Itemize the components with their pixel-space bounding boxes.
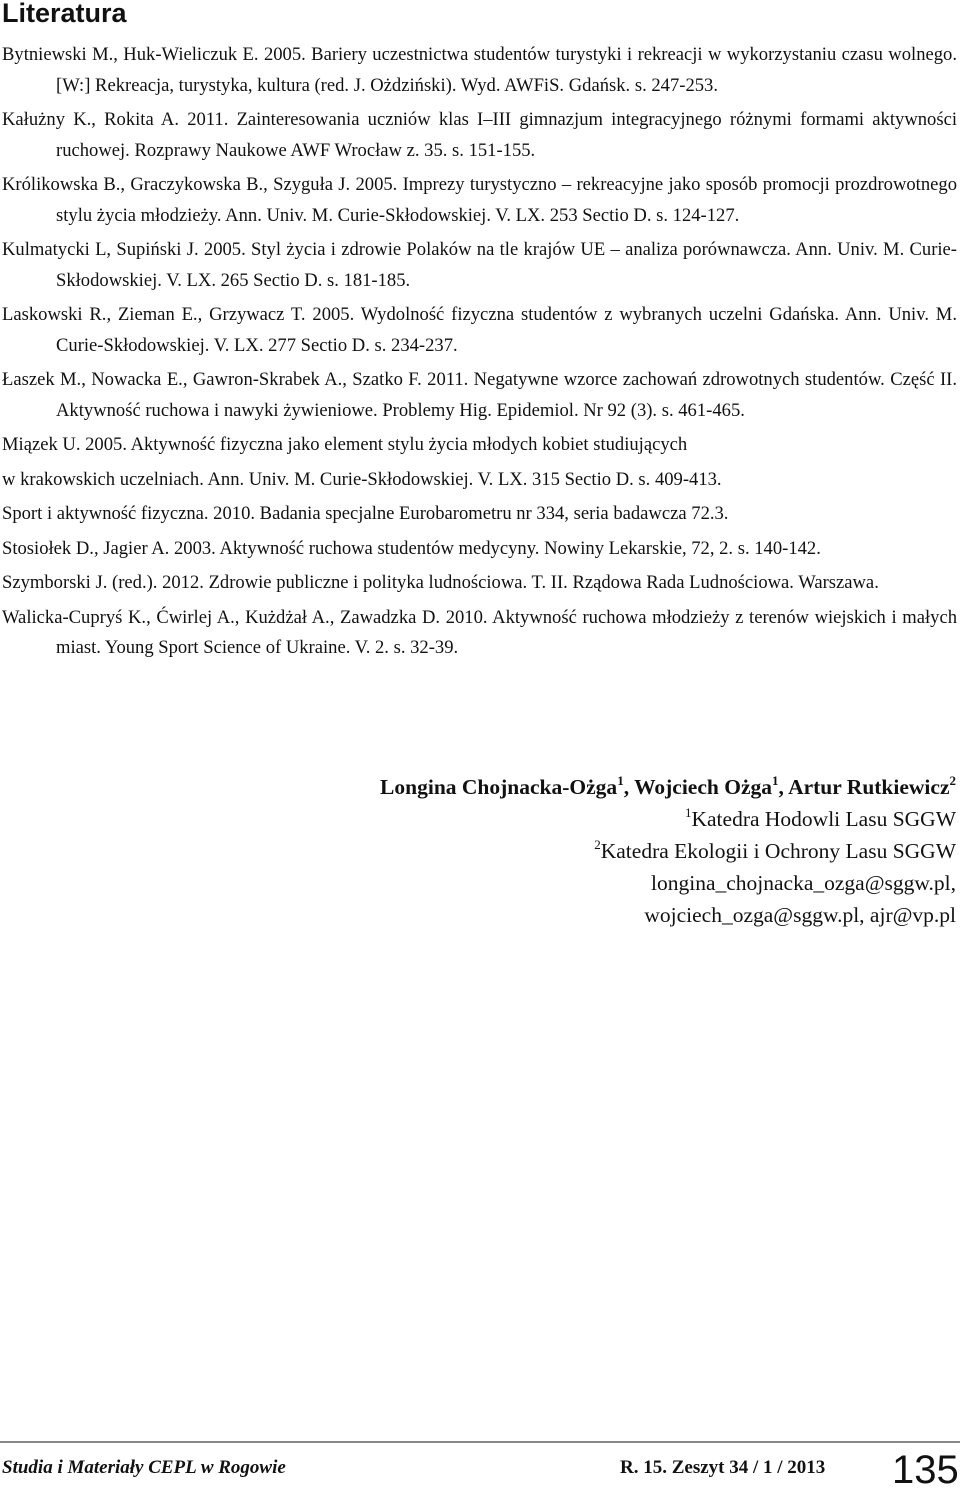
reference-item: Bytniewski M., Huk-Wieliczuk E. 2005. Bariery uczestnictwa studentów turystyki i rekreacji w wykorzystaniu czasu wolnego. [W:] Rekreacja, turystyka, kultura (red. J. Ożdziński). Wyd. AWFiS. Gdańsk. s. 247-253.	[2, 44, 957, 96]
affiliation-1: $^1$Katedra Hodowli Lasu SGGW	[684, 804, 956, 831]
reference-item: Sport i aktywność fizyczna. 2010. Badania specjalne Eurobarometru nr 334, seria badawcza 72.3.	[2, 503, 729, 524]
affiliation-marker: 1	[772, 772, 779, 788]
reference-item: Walicka-Cupryś K., Ćwirlej A., Kużdżał A., Zawadzka D. 2010. Aktywność ruchowa młodzieży z terenów wiejskich i małych miast. Young Sport Science of Ukraine. V. 2. s. 32-39.	[2, 606, 957, 658]
footer-divider	[0, 1441, 960, 1443]
reference-item: w krakowskich uczelniach. Ann. Univ. M. Curie-Skłodowskiej. V. LX. 315 Sectio D. s. 409-413.	[2, 468, 722, 490]
email-line: wojciech_ozga@sggw.pl, ajr@vp.pl	[644, 903, 956, 927]
affiliation-2: $^2$Katedra Ekologii i Ochrony Lasu SGGW	[594, 836, 956, 863]
page-number: 135	[892, 1448, 959, 1492]
author-separator: ,	[778, 775, 789, 799]
author-name: Wojciech Ożga	[634, 775, 772, 799]
email-line: longina_chojnacka_ozga@sggw.pl,	[651, 871, 956, 895]
author-separator: ,	[623, 775, 635, 799]
author-names	[156, 771, 956, 803]
author-block	[156, 771, 956, 931]
affiliation-marker: 1	[617, 772, 624, 788]
reference-item: Kulmatycki L, Supiński J. 2005. Styl życia i zdrowie Polaków na tle krajów UE – analiza porównawcza. Ann. Univ. M. Curie-Skłodowskiej. V. LX. 265 Sectio D. s. 181-185.	[2, 239, 957, 291]
reference-item: Miązek U. 2005. Aktywność fizyczna jako element stylu życia młodych kobiet studiujących	[2, 434, 688, 455]
reference-item: Szymborski J. (red.). 2012. Zdrowie publiczne i polityka ludnościowa. T. II. Rządowa Rada Ludnościowa. Warszawa.	[2, 572, 879, 593]
reference-list	[2, 40, 957, 668]
reference-item: Laskowski R., Zieman E., Grzywacz T. 2005. Wydolność fizyczna studentów z wybranych uczelni Gdańska. Ann. Univ. M. Curie-Skłodowskiej. V. LX. 277 Sectio D. s. 234-237.	[2, 304, 957, 356]
reference-item: Królikowska B., Graczykowska B., Szyguła J. 2005. Imprezy turystyczno – rekreacyjne jako sposób promocji prozdrowotnego stylu życia młodzieży. Ann. Univ. M. Curie-Skłodowskiej. V. LX. 253 Sectio D. s. 124-127.	[2, 174, 957, 226]
issue-info: R. 15. Zeszyt 34 / 1 / 2013	[620, 1457, 826, 1478]
journal-title: Studia i Materiały CEPL w Rogowie	[2, 1457, 286, 1478]
author-name: Longina Chojnacka-Ożga	[380, 775, 618, 799]
reference-item: Kałużny K., Rokita A. 2011. Zainteresowania uczniów klas I–III gimnazjum integracyjnego różnymi formami aktywności ruchowej. Rozprawy Naukowe AWF Wrocław z. 35. s. 151-155.	[2, 109, 957, 161]
reference-item: Łaszek M., Nowacka E., Gawron-Skrabek A., Szatko F. 2011. Negatywne wzorce zachowań zdrowotnych studentów. Część II. Aktywność ruchowa i nawyki żywieniowe. Problemy Hig. Epidemiol. Nr 92 (3). s. 461-465.	[2, 369, 957, 421]
author-name: Artur Rutkiewicz	[788, 775, 950, 799]
affiliation-marker: 2	[949, 772, 956, 788]
reference-item: Stosiołek D., Jagier A. 2003. Aktywność ruchowa studentów medycyny. Nowiny Lekarskie, 72, 2. s. 140-142.	[2, 537, 821, 559]
section-heading: Literatura	[2, 0, 127, 28]
